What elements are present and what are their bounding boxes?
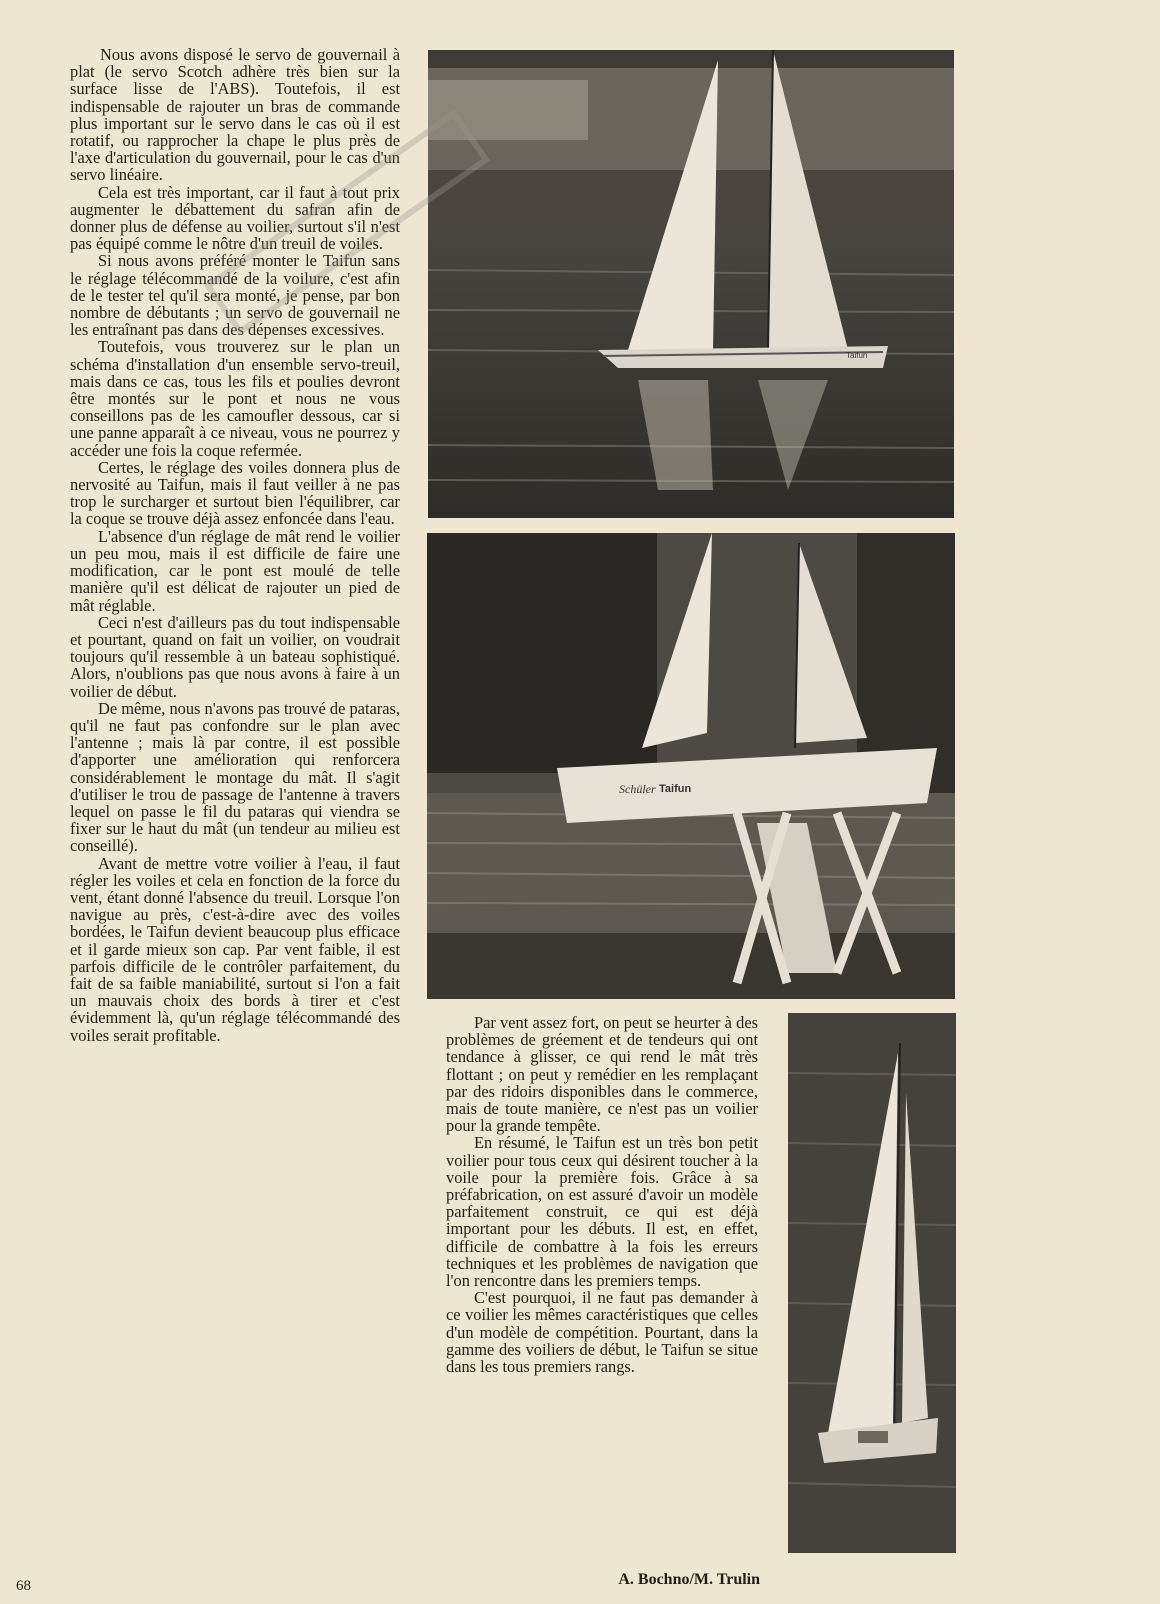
- photo-sailboat-sailing: [788, 1013, 956, 1553]
- paragraph: C'est pourquoi, il ne faut pas demander à ce voilier les mêmes caractéristiques que celles d'un modèle de compétition. Pourtant, dans la gamme des voiliers de début, le Taifun se situe dans les tous premiers rangs.: [446, 1288, 758, 1377]
- photo-sailboat-on-stand: [427, 533, 955, 999]
- paragraph: Cela est très important, car il faut à tout prix augmenter le débattement du safran afin de donner plus de défense au voilier, surtout s'il n'est pas équipé comme le nôtre d'un treuil de voiles.: [70, 182, 400, 254]
- paragraph: Par vent assez fort, on peut se heurter à des problèmes de gréement et de tendeurs qui ont tendance à glisser, ce qui rend le mât très flottant ; on peut y remédier en les remplaçant par des ridoirs disponibles dans le commerce, mais de toute manière, ce n'est pas un voilier pour la grande tempête.: [446, 1013, 758, 1136]
- page-number: 68: [16, 1578, 31, 1594]
- hull-label-script: Schüler: [619, 782, 656, 796]
- paragraph: De même, nous n'avons pas trouvé de pataras, qu'il ne faut pas confondre sur le plan avec l'antenne ; mais là par contre, il est possible d'apporter une amélioration qui renforcera considérablement le montage du mât. Il s'agit d'utiliser le trou de passage de l'antenne à travers lequel on passe le fil du pataras qui viendra se fixer sur le haut du mât (un tendeur au milieu est conseillé).: [70, 698, 400, 856]
- paragraph: L'absence d'un réglage de mât rend le voilier un peu mou, mais il est difficile de faire une modification, car le pont est moulé de telle manière qu'il est délicat de rajouter un pied de mât réglable.: [70, 526, 400, 615]
- author-signature: A. Bochno/M. Trulin: [618, 1571, 760, 1588]
- paragraph: Nous avons disposé le servo de gouvernail à plat (le servo Scotch adhère très bien sur la surface lisse de l'ABS). Toutefois, il est indispensable de rajouter un bras de commande plus important sur le servo dans le cas où il est rotatif, ou rapprocher la chape le plus près de l'axe d'articulation du gouvernail, pour le cas d'un servo linéaire.: [70, 45, 400, 185]
- paragraph: En résumé, le Taifun est un très bon petit voilier pour tous ceux qui désirent toucher à la voile pour la première fois. Grâce à sa préfabrication, on est assuré d'avoir un modèle parfaitement construit, ce qui est déjà important pour les débuts. Il est, en effet, difficile de combattre à la fois les erreurs techniques et les problèmes de navigation que l'on rencontre dans les premiers temps.: [446, 1133, 758, 1291]
- right-text-column: [446, 1014, 758, 1375]
- photo-sailboat-under-bridge: [428, 50, 954, 518]
- hull-label: Taifun: [846, 351, 868, 360]
- paragraph: Certes, le réglage des voiles donnera plus de nervosité au Taifun, mais il faut veiller à ne pas trop le surcharger et surtout bien l'équilibrer, car la coque se trouve déjà assez enfoncée dans l'eau.: [70, 457, 400, 529]
- paragraph: Toutefois, vous trouverez sur le plan un schéma d'installation d'un ensemble servo-treuil, mais dans ce cas, tous les fils et poulies devront être montés sur le pont et nous ne vous conseillons pas de les camoufler dessous, car si une panne apparaît à ce niveau, vous ne pourrez y accéder une fois la coque refermée.: [70, 337, 400, 460]
- paragraph: Si nous avons préféré monter le Taifun sans le réglage télécommandé de la voilure, c'est afin de le tester tel qu'il sera monté, je pense, par bon nombre de débutants ; un servo de gouvernail ne les entraînant pas dans des dépenses excessives.: [70, 251, 400, 340]
- paragraph: Avant de mettre votre voilier à l'eau, il faut régler les voiles et cela en fonction de la force du vent, étant donné l'absence du treuil. Lorsque l'on navigue au près, c'est-à-dire avec des voiles bordées, le Taifun devient beaucoup plus efficace et il garde mieux son cap. Par vent faible, il est parfois difficile de le contrôler parfaitement, du fait de sa faible maniabilité, surtout si l'on a fait un mauvais choix des bords à tirer et c'est évidemment là, qu'un réglage télécommandé des voiles serait profitable.: [70, 853, 400, 1045]
- left-text-column: [70, 46, 400, 1044]
- hull-label: Taifun: [659, 783, 692, 795]
- paragraph: Ceci n'est d'ailleurs pas du tout indispensable et pourtant, quand on fait un voilier, on voudrait toujours qu'il ressemble à un bateau sophistiqué. Alors, n'oublions pas que nous avons à faire à un voilier de début.: [70, 612, 400, 701]
